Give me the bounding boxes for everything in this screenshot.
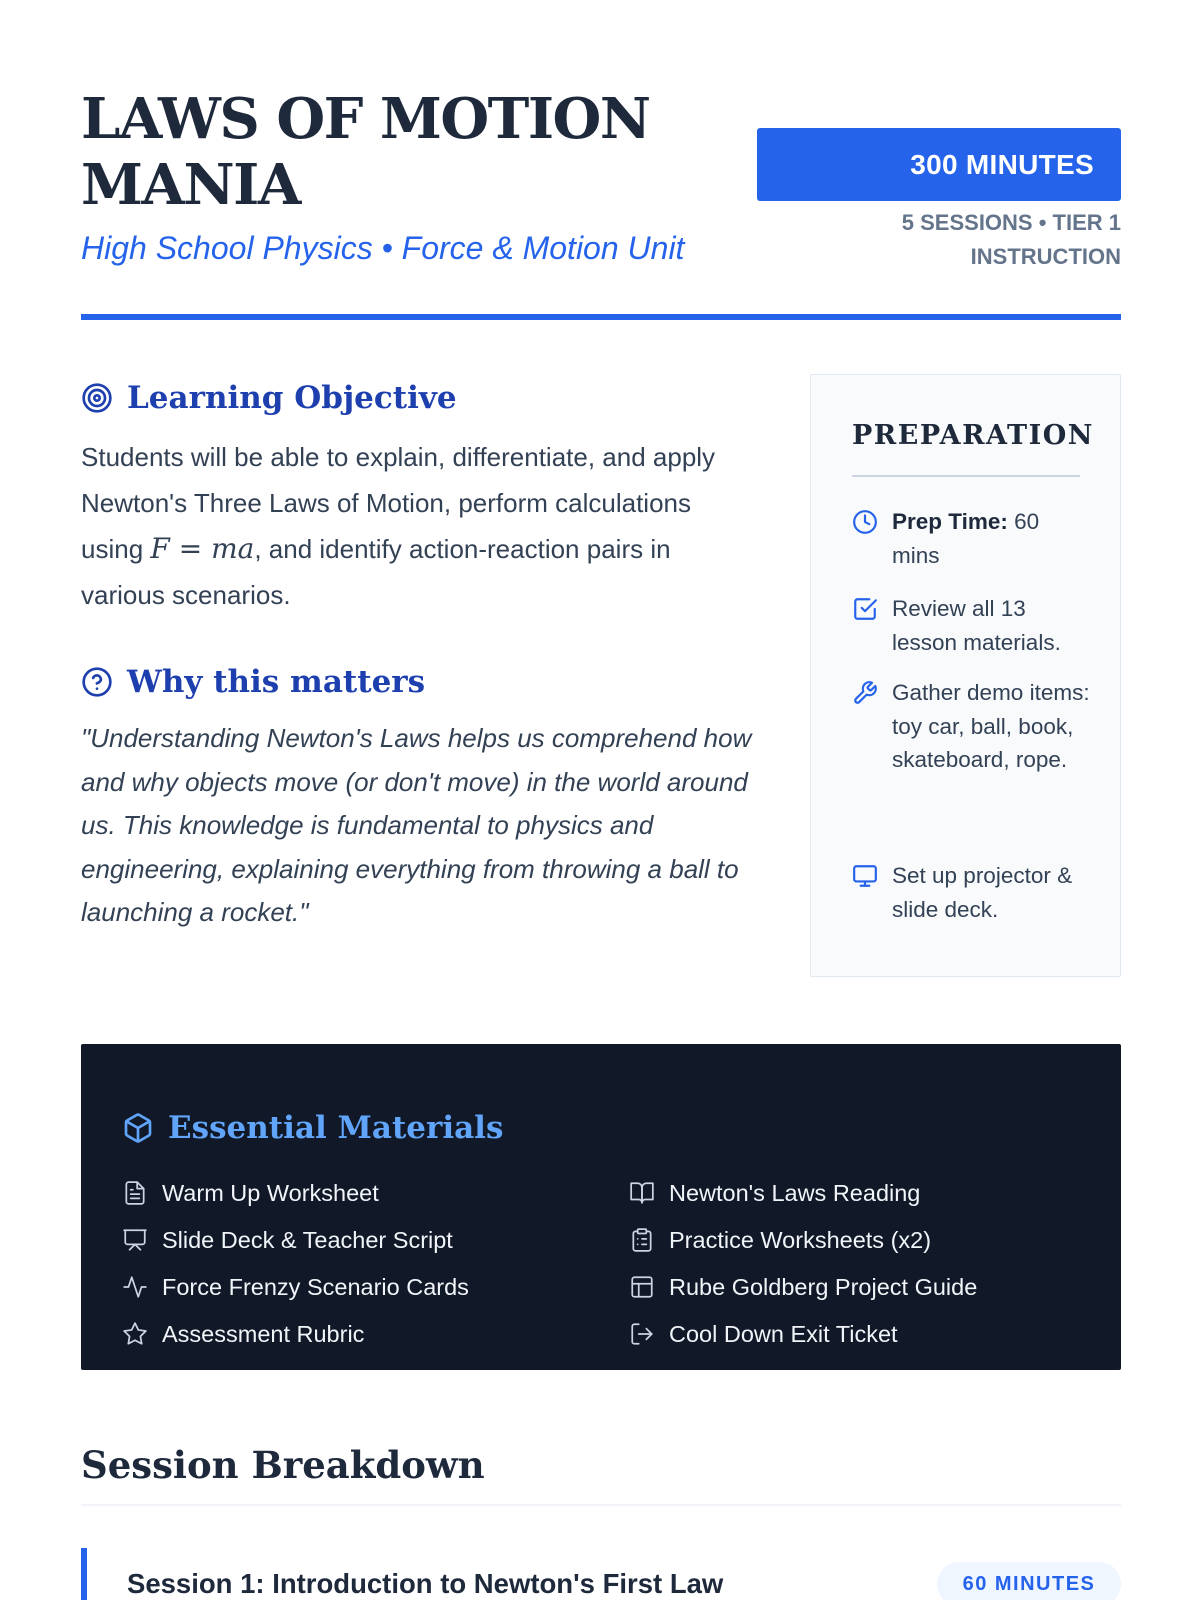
prep-time-text — [892, 505, 1092, 572]
help-circle-icon — [81, 666, 113, 698]
prep-gather-text: Gather demo items: toy car, ball, book, skateboard, rope. — [892, 680, 1090, 772]
session-breakdown-heading: Session Breakdown — [81, 1443, 485, 1487]
lesson-plan-page — [81, 0, 1121, 1600]
monitor-icon — [852, 863, 878, 889]
session-tier-info — [821, 206, 1121, 274]
session-breakdown-divider — [81, 1504, 1121, 1506]
prep-item-gather — [852, 676, 1092, 777]
material-label: Force Frenzy Scenario Cards — [162, 1273, 469, 1300]
lesson-header — [81, 82, 1121, 322]
file-text-icon — [122, 1180, 148, 1206]
preparation-divider — [852, 475, 1080, 477]
session-count-line: 5 SESSIONS • TIER 1 — [901, 210, 1121, 235]
check-square-icon — [852, 596, 878, 622]
why-matters-title: Why this matters — [127, 664, 426, 700]
learning-objective-heading — [81, 376, 457, 420]
book-open-icon — [629, 1180, 655, 1206]
material-label: Rube Goldberg Project Guide — [669, 1273, 978, 1300]
material-item — [122, 1173, 379, 1213]
objective-text-end: , and identify action-reaction pairs in various scenarios. — [81, 534, 671, 610]
layout-icon — [629, 1274, 655, 1300]
preparation-card — [810, 374, 1121, 977]
material-item — [629, 1173, 920, 1213]
why-matters-heading — [81, 660, 425, 704]
prep-review-text: Review all 13 lesson materials. — [892, 596, 1061, 655]
material-item — [629, 1267, 977, 1307]
essential-materials-heading — [122, 1106, 503, 1150]
material-label: Cool Down Exit Ticket — [669, 1320, 898, 1347]
presentation-icon — [122, 1227, 148, 1253]
material-item — [122, 1314, 364, 1354]
target-icon — [81, 382, 113, 414]
essential-materials-title: Essential Materials — [168, 1110, 504, 1146]
material-item — [629, 1314, 898, 1354]
star-icon — [122, 1321, 148, 1347]
clock-icon — [852, 509, 878, 535]
material-item — [122, 1267, 469, 1307]
preparation-title: PREPARATION — [852, 420, 1094, 451]
session-1-duration-badge: 60 MINUTES — [937, 1562, 1121, 1600]
prep-item-projector — [852, 859, 1092, 926]
material-item — [122, 1220, 453, 1260]
wrench-icon — [852, 680, 878, 706]
material-label: Assessment Rubric — [162, 1320, 365, 1347]
material-item — [629, 1220, 931, 1260]
prep-item-review — [852, 592, 1092, 659]
lesson-title: LAWS OF MOTION MANIA — [81, 86, 650, 218]
total-duration-badge: 300 MINUTES — [757, 128, 1121, 201]
session-accent-bar — [81, 1548, 87, 1600]
formula: F = ma — [150, 532, 255, 565]
prep-item-time — [852, 505, 1092, 572]
objective-text-start: Students will be able to explain, differentiate, and apply Newton's Three Laws of Motion, perform calculations using — [81, 442, 716, 564]
log-out-icon — [629, 1321, 655, 1347]
prep-projector-text: Set up projector & slide deck. — [892, 863, 1073, 922]
header-divider — [81, 314, 1121, 320]
prep-time-value: 60 mins — [892, 509, 1040, 568]
lesson-subtitle: High School Physics • Force & Motion Unit — [81, 230, 685, 266]
material-label: Warm Up Worksheet — [162, 1179, 379, 1206]
material-label: Practice Worksheets (x2) — [669, 1226, 932, 1253]
material-label: Slide Deck & Teacher Script — [162, 1226, 453, 1253]
essential-materials-panel — [81, 1044, 1121, 1370]
clipboard-list-icon — [629, 1227, 655, 1253]
why-matters-quote: "Understanding Newton's Laws helps us comprehend how and why objects move (or don't move) in the world around us. This knowledge is fundamental to physics and engineering, explaining everything from throwing a ball to launching a rocket." — [81, 723, 752, 927]
session-1-title: Session 1: Introduction to Newton's First Law — [127, 1568, 724, 1599]
material-label: Newton's Laws Reading — [669, 1179, 921, 1206]
learning-objective-title: Learning Objective — [127, 380, 457, 416]
instruction-line: INSTRUCTION — [970, 244, 1121, 269]
learning-objective-text — [81, 434, 741, 618]
activity-icon — [122, 1274, 148, 1300]
package-icon — [122, 1112, 154, 1144]
prep-time-label: Prep Time: — [892, 509, 1008, 534]
